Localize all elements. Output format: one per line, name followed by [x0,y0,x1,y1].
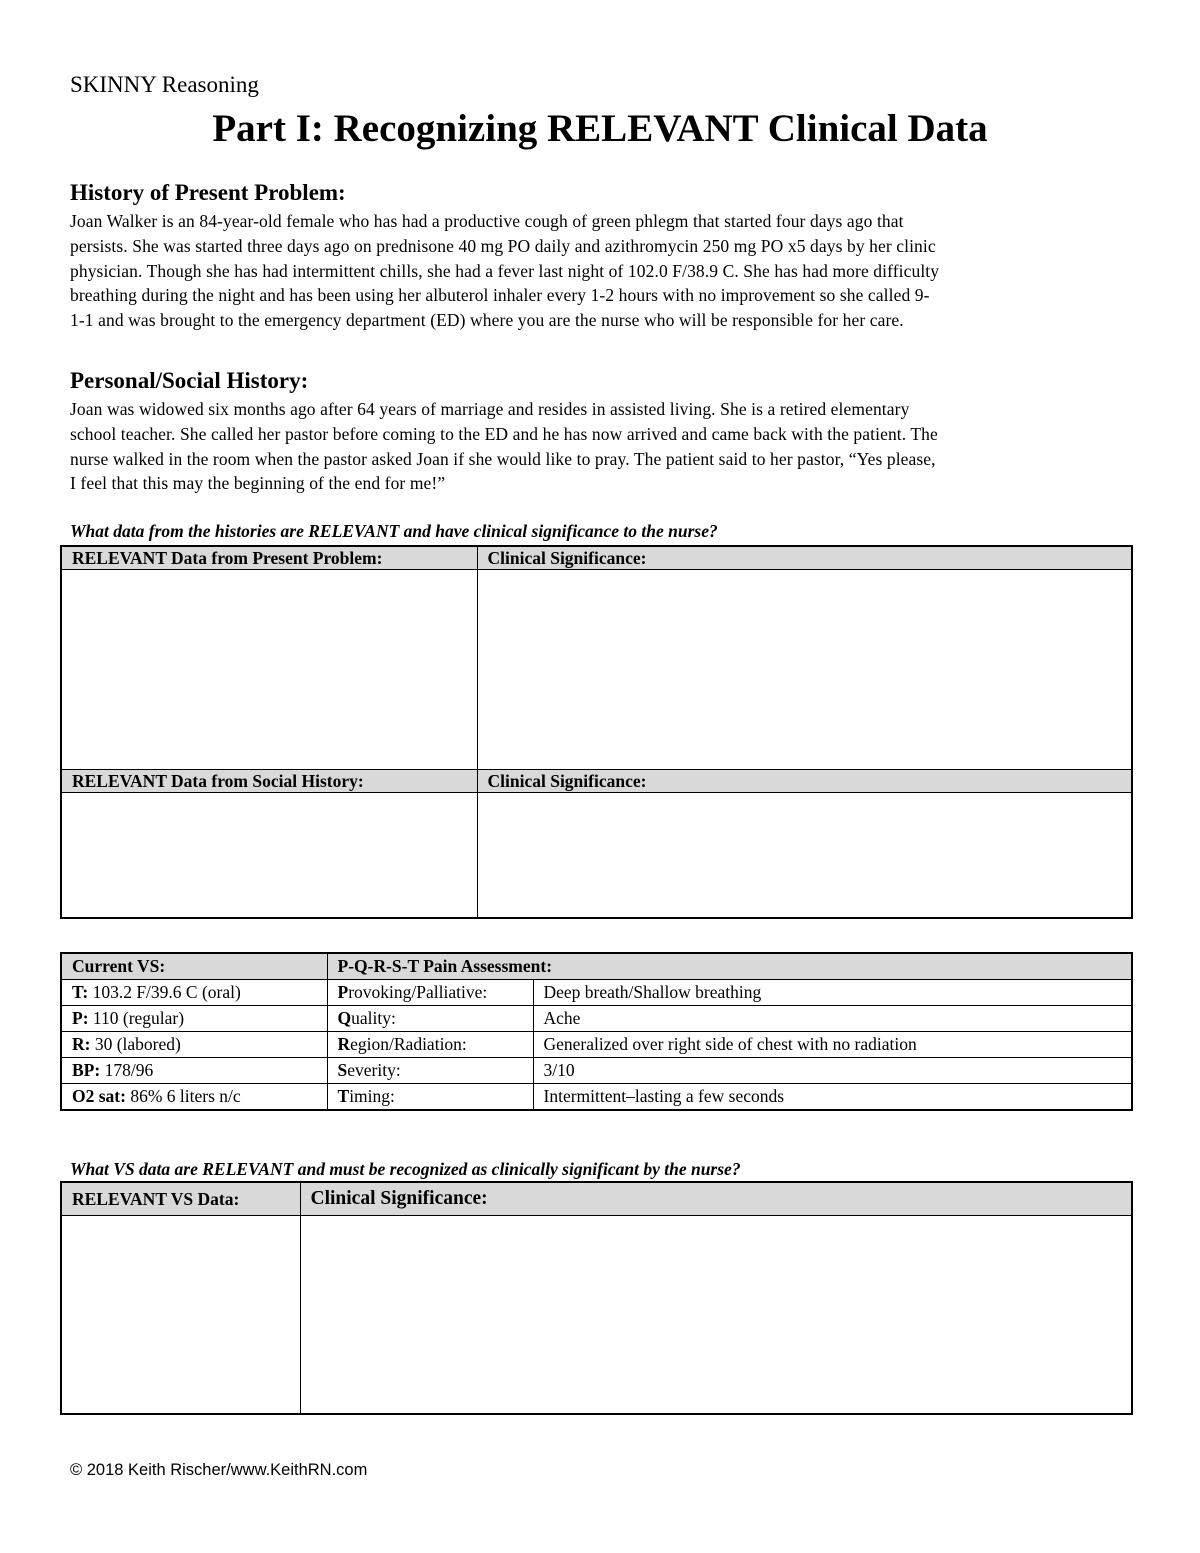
pain-value-cell: Generalized over right side of chest with no radiation [533,1032,1132,1058]
history-line: persists. She was started three days ago on prednisone 40 mg PO daily and azithromycin 250 mg PO x5 days by her clinic [70,235,936,256]
social-line: Joan was widowed six months ago after 64 years of marriage and resides in assisted living. She is a retired elementary [70,399,910,419]
pain-label-cell: Quality: [327,1006,533,1032]
pain-label-cell: Provoking/Palliative: [327,980,533,1006]
pain-label-cell: Timing: [327,1084,533,1111]
social-history-answer-cell[interactable] [61,793,477,919]
present-significance-answer-cell[interactable] [477,570,1132,770]
history-paragraph [70,209,1132,333]
social-heading: Personal/Social History: [70,368,309,393]
social-line: school teacher. She called her pastor before coming to the ED and he has now arrived and came back with the patient. The [70,423,938,444]
vitals-row [61,980,1132,1006]
page-title: Part I: Recognizing RELEVANT Clinical Data [212,107,988,150]
significance-header: Clinical Significance: [477,546,1132,570]
significance-header: Clinical Significance: [300,1182,1132,1216]
history-line: Joan Walker is an 84-year-old female who has had a productive cough of green phlegm that started four days ago that [70,211,904,231]
history-heading: History of Present Problem: [70,180,346,205]
social-significance-answer-cell[interactable] [477,793,1132,919]
pain-assessment-header: P-Q-R-S-T Pain Assessment: [327,953,1132,980]
document-subtitle: SKINNY Reasoning [70,72,259,97]
present-problem-header: RELEVANT Data from Present Problem: [61,546,477,570]
vital-cell: BP: 178/96 [61,1058,327,1084]
vital-cell: O2 sat: 86% 6 liters n/c [61,1084,327,1111]
pain-value-cell: Intermittent–lasting a few seconds [533,1084,1132,1111]
social-paragraph [70,397,1132,496]
vital-cell: T: 103.2 F/39.6 C (oral) [61,980,327,1006]
pain-value-cell: Deep breath/Shallow breathing [533,980,1132,1006]
histories-question: What data from the histories are RELEVANT and have clinical significance to the nurse? [70,521,718,541]
vital-cell: P: 110 (regular) [61,1006,327,1032]
pain-label-cell: Region/Radiation: [327,1032,533,1058]
vitals-row [61,1084,1132,1111]
vital-cell: R: 30 (labored) [61,1032,327,1058]
relevant-vs-answer-cell[interactable] [61,1216,300,1415]
social-history-header: RELEVANT Data from Social History: [61,770,477,793]
vitals-row [61,1032,1132,1058]
current-vs-header: Current VS: [61,953,327,980]
vitals-row [61,1058,1132,1084]
history-line: 1-1 and was brought to the emergency department (ED) where you are the nurse who will be responsible for her care. [70,310,904,331]
significance-header: Clinical Significance: [477,770,1132,793]
histories-relevance-table [60,545,1133,919]
vs-relevance-table [60,1181,1133,1415]
social-line: I feel that this may the beginning of the end for me!” [70,473,446,494]
copyright-footer: © 2018 Keith Rischer/www.KeithRN.com [70,1461,368,1479]
present-problem-answer-cell[interactable] [61,570,477,770]
pain-label-cell: Severity: [327,1058,533,1084]
relevant-vs-header: RELEVANT VS Data: [61,1182,300,1216]
vs-significance-answer-cell[interactable] [300,1216,1132,1415]
pain-value-cell: Ache [533,1006,1132,1032]
history-line: breathing during the night and has been using her albuterol inhaler every 1-2 hours with no improvement so she called 9- [70,285,930,306]
history-line: physician. Though she has had intermittent chills, she had a fever last night of 102.0 F/38.9 C. She has had more difficulty [70,260,940,281]
pain-value-cell: 3/10 [533,1058,1132,1084]
vs-question: What VS data are RELEVANT and must be recognized as clinically significant by the nurse? [70,1159,741,1179]
social-line: nurse walked in the room when the pastor asked Joan if she would like to pray. The patient said to her pastor, “Yes please, [70,448,936,469]
vitals-pain-table [60,952,1133,1111]
vitals-row [61,1006,1132,1032]
